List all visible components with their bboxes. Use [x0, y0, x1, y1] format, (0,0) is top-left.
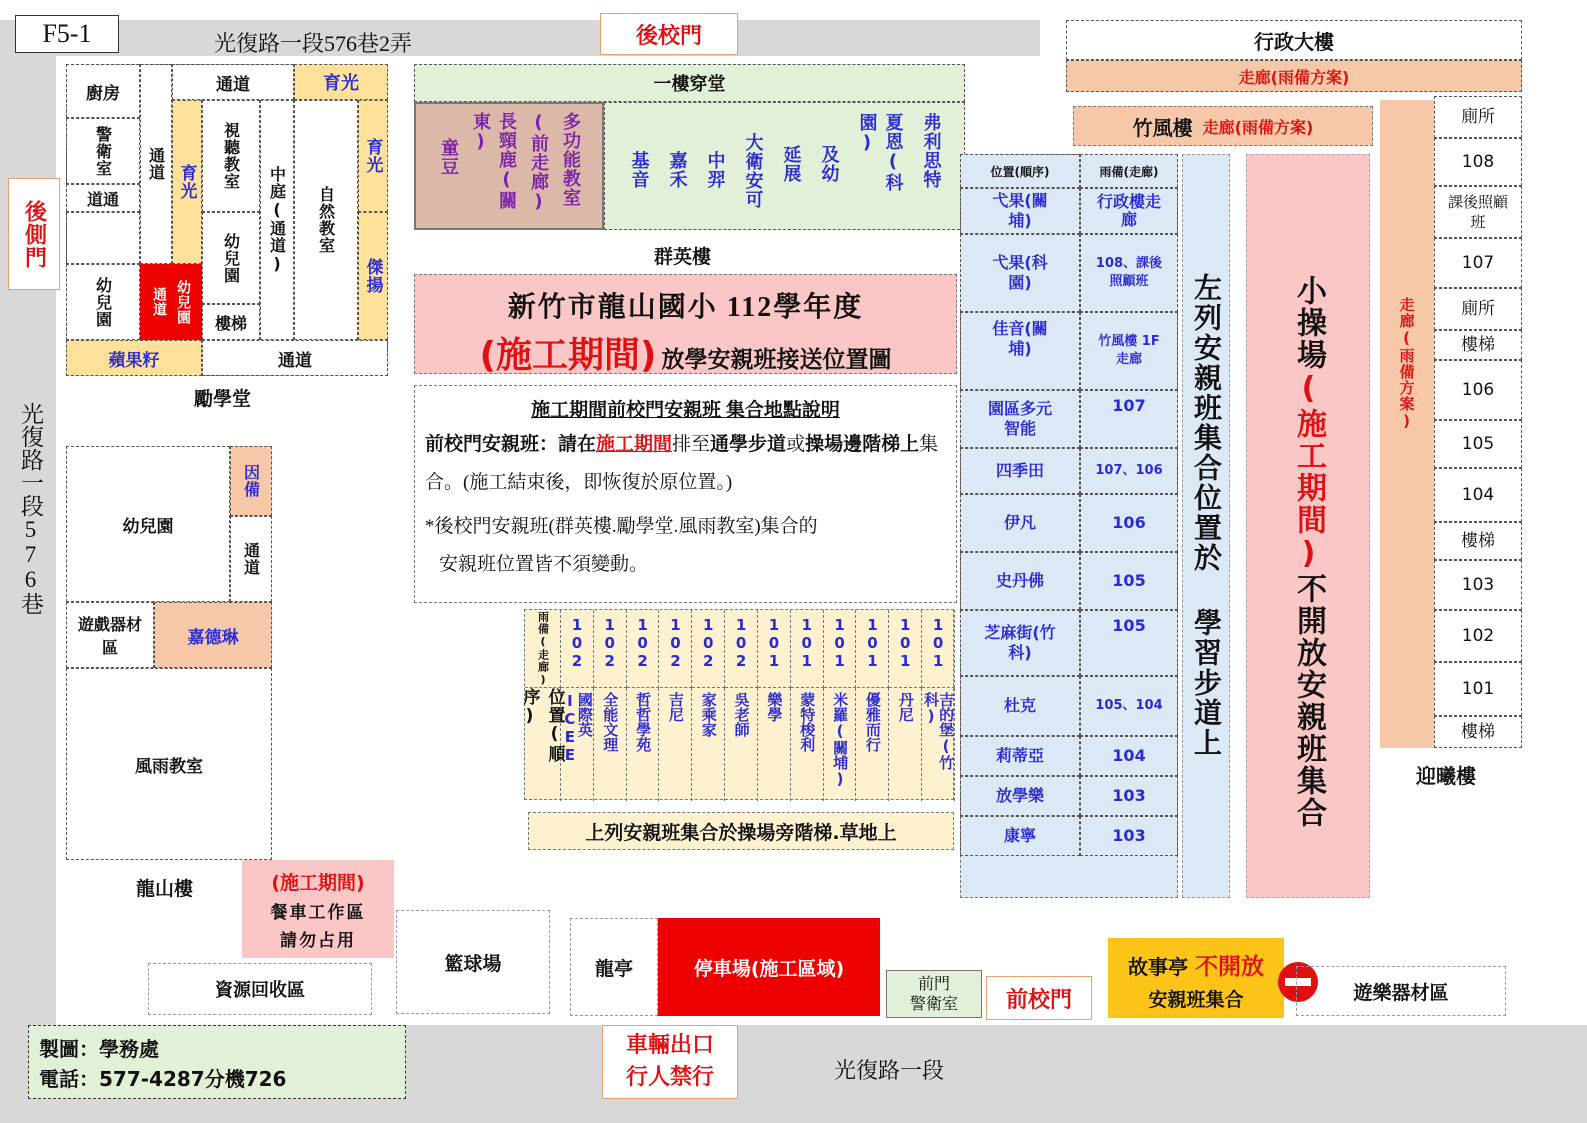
title-line2: [415, 327, 956, 378]
story-line1: [1108, 948, 1284, 981]
right-head-pos: 位置(順序): [960, 154, 1080, 188]
hall-green-0: 弗利思特: [920, 113, 942, 189]
notice-p1-red: 施工期間: [596, 434, 673, 455]
mid-rain-cell: [824, 610, 857, 688]
right-pos-cell: 園區多元智能: [960, 390, 1080, 448]
hall-brown-0: 多功能教室: [560, 112, 581, 207]
vehicle-exit: [602, 1025, 738, 1099]
mid-name-cell: [791, 688, 824, 801]
mid-rain-cell: [594, 610, 627, 688]
jiechang: 傑揚: [358, 212, 388, 340]
basketball-court: 籃球場: [396, 910, 550, 1014]
mid-name-cell: [660, 688, 693, 801]
mid-rain-value: 102: [600, 616, 619, 670]
food-truck-b: 餐車工作區: [270, 903, 366, 922]
mid-name-value: 家乘家: [699, 692, 718, 737]
right-pos-cell: 四季田: [960, 448, 1080, 494]
admin-corridor: 走廊(雨備方案): [1066, 60, 1522, 92]
mid-rain-cell: [857, 610, 890, 688]
hall-green-1: 夏恩(科園): [856, 113, 904, 192]
tongdao-lower: 通道: [230, 516, 272, 602]
stairs: 樓梯: [202, 304, 260, 340]
right-rain-cell: 103: [1080, 816, 1178, 856]
right-pos-cell: 放學樂: [960, 776, 1080, 816]
mid-name-cell: [692, 688, 725, 801]
mid-name-value: 全能文理: [601, 692, 620, 752]
right-rain-cell: 竹風樓 1F 走廊: [1080, 312, 1178, 390]
mid-rain-value: 101: [863, 616, 882, 670]
red-passage: 通道: [151, 287, 167, 317]
hall-brown-2: 長頸鹿(關東): [470, 112, 517, 210]
mid-name-cell: [889, 688, 922, 801]
hall-brown-3: 童豆: [438, 138, 459, 176]
lishue-hall-label: 勵學堂: [194, 388, 252, 410]
red-kinder: 幼兒園: [175, 279, 191, 325]
story-pavilion: [1108, 938, 1284, 1018]
recycle-area: 資源回收區: [148, 963, 372, 1015]
yingxi-room: 樓梯: [1434, 522, 1522, 560]
right-pos-cell: 杜克: [960, 676, 1080, 736]
right-pos-cell: 芝麻街(竹科): [960, 610, 1080, 676]
yingxi-room: 108: [1434, 138, 1522, 186]
food-truck-a: (施工期間): [271, 872, 365, 894]
credits: [28, 1025, 406, 1099]
mid-rain-cell: [889, 610, 922, 688]
mid-row1-label: [525, 610, 561, 688]
right-rain-cell: 105: [1080, 552, 1178, 610]
mid-rain-cell: [692, 610, 725, 688]
mid-name-cell: [627, 688, 660, 801]
courtyard: 中庭(通道): [260, 100, 294, 340]
hall-brown-1: (前走廊): [528, 112, 549, 213]
notice-p1-bold2: 操場: [805, 434, 844, 455]
right-rain-cell: 107、106: [1080, 448, 1178, 494]
hall-green-group: [604, 102, 965, 230]
yingxi-room: 101: [1434, 662, 1522, 716]
yingxi-room: 104: [1434, 468, 1522, 522]
mid-footer: [528, 812, 954, 850]
right-pos-cell: 弋果(科園): [960, 234, 1080, 312]
right-head-rain: 雨備(走廊): [1080, 154, 1178, 188]
notice-p1-b: 排至: [672, 434, 711, 455]
mid-rain-cell: [725, 610, 758, 688]
notice-p2: *後校門安親班(群英樓.勵學堂.風雨教室)集合的: [425, 516, 818, 537]
yingxi-label: 迎曦樓: [1416, 764, 1476, 788]
mid-rain-value: 102: [699, 616, 718, 670]
red-block: [140, 264, 202, 340]
right-rain-cell: 107: [1080, 390, 1178, 448]
playground-right: 遊樂器材區: [1296, 966, 1506, 1016]
mid-name-value: 蒙特梭利: [798, 692, 817, 752]
credits-maker: 製圖：學務處: [39, 1037, 159, 1061]
yingxi-room: 107: [1434, 238, 1522, 288]
mid-rain-value: 102: [567, 616, 586, 670]
notice-p1: [425, 426, 946, 502]
right-rain-cell: 104: [1080, 736, 1178, 776]
title-red: (施工期間): [479, 335, 657, 376]
apple-seed: 蘋果籽: [66, 340, 202, 376]
zhufeng-label: 竹風樓: [1132, 115, 1193, 140]
title-line1: 新竹市龍山國小 112學年度: [507, 292, 864, 323]
yingxi-room: 樓梯: [1434, 716, 1522, 748]
kinder-left: 幼兒園: [66, 264, 140, 340]
credits-phone: 電話：577-4287分機726: [39, 1067, 287, 1091]
story-gather: 安親班集合: [1148, 989, 1244, 1011]
mid-footer-a: 上列安親班集合於: [585, 821, 738, 844]
mid-footer-b: 操場旁階梯.草地上: [737, 821, 897, 844]
right-pos-cell: 佳音(關埔): [960, 312, 1080, 390]
zhufeng-corridor: 走廊(雨備方案): [1202, 117, 1314, 137]
parking-lot: 停車場(施工區域): [658, 918, 880, 1016]
small-playground-red: (施工期間): [1291, 371, 1326, 573]
road-bottom-label: 光復路一段: [834, 1058, 945, 1083]
hall-green-3: 延展: [780, 145, 802, 183]
right-rain-cell: 106: [1080, 494, 1178, 552]
mid-rain-cell: [627, 610, 660, 688]
mid-name-value: 國際英ICEE: [560, 692, 594, 764]
story-pavilion-label: 故事亭: [1128, 955, 1189, 979]
right-rain-cell: 108、課後照顧班: [1080, 234, 1178, 312]
notice-heading: 施工期間前校門安親班 集合地點說明: [531, 400, 840, 421]
mid-rain-value: 101: [929, 616, 948, 670]
yinbei: 因備: [230, 446, 272, 516]
food-truck-zone: [242, 860, 394, 958]
kinder-second: 幼兒園: [202, 212, 260, 304]
notice-p1-e: 集合。(施工結束後，即恢復於原位置。): [425, 434, 939, 493]
front-guard-label1: 前門: [917, 974, 950, 993]
mid-name-value: 吳老師: [732, 692, 751, 737]
mid-columns: [561, 610, 955, 801]
small-playground: [1246, 154, 1370, 898]
yingxi-room: 樓梯: [1434, 330, 1522, 360]
right-rain-cell: 行政樓走廊: [1080, 188, 1178, 234]
hall-green-4: 大衛安可: [742, 133, 764, 209]
road-top-lane: [0, 20, 1040, 56]
side-note-text: 左列安親班集合位置於 學習步道上: [1190, 273, 1223, 758]
mid-rain-value: 101: [896, 616, 915, 670]
notice-p1-bold1: 通學步道: [710, 434, 787, 455]
right-pos-cell: 伊凡: [960, 494, 1080, 552]
front-guard-label2: 警衛室: [909, 994, 958, 1013]
science-room: 自然教室: [294, 100, 358, 340]
small-playground-text: [1286, 275, 1330, 897]
mid-table: [519, 609, 956, 800]
mid-rain-cell: [922, 610, 955, 688]
yuguang-top: 育光: [294, 64, 388, 100]
small-playground-a: 小操場: [1291, 275, 1326, 371]
right-pos-cell: 史丹佛: [960, 552, 1080, 610]
hall-green-2: 及幼: [818, 145, 840, 183]
back-gate: 後校門: [600, 13, 738, 55]
mid-name-cell: [561, 688, 594, 801]
right-pos-cell: 康寧: [960, 816, 1080, 856]
hall-green-7: 基音: [628, 151, 650, 189]
notice-block: [414, 385, 957, 603]
mid-rain-value: 101: [797, 616, 816, 670]
notice-p1-a: 前校門安親班：請在: [425, 434, 597, 455]
zhufeng-building: [1073, 106, 1373, 146]
empty-cell: [66, 212, 140, 264]
mid-name-value: 米羅(關埔): [831, 692, 850, 788]
jiadelin: 嘉德琳: [154, 602, 272, 668]
pedestrians-no-label: 行人禁行: [625, 1065, 714, 1090]
mid-name-cell: [725, 688, 758, 801]
mid-name-cell: [857, 688, 890, 801]
small-playground-b: 不開放安親班集合: [1291, 573, 1326, 829]
mid-name-value: 吉尼: [666, 692, 685, 722]
mid-rain-cell: [660, 610, 693, 688]
yingxi-room: 103: [1434, 560, 1522, 610]
bottom-passage: 通道: [202, 340, 388, 376]
yingxi-corridor-text: 走廊(雨備方案): [1397, 297, 1416, 431]
front-guard-room: [886, 970, 982, 1018]
mid-name-cell: [594, 688, 627, 801]
mid-row1-label-text: 雨備(走廊): [536, 610, 550, 687]
story-not-open: 不開放: [1194, 954, 1264, 980]
map-code: F5-1: [15, 15, 119, 53]
first-floor-hall-title: 一樓穿堂: [414, 64, 965, 102]
vehicle-exit-label: 車輛出口: [625, 1033, 714, 1058]
title-rest: 放學安親班接送位置圖: [661, 347, 892, 372]
mid-rain-value: 102: [732, 616, 751, 670]
yingxi-room: 106: [1434, 360, 1522, 420]
notice-p1-d: 邊階梯上: [843, 434, 920, 455]
yingxi-room: 廁所: [1434, 96, 1522, 138]
playground-equip: 遊戲器材區: [66, 602, 154, 668]
top-passage: 通道: [172, 64, 294, 100]
front-gate: 前校門: [986, 976, 1092, 1020]
right-rain-cell: 103: [1080, 776, 1178, 816]
audio-room: 視聽教室: [202, 100, 260, 212]
mid-rain-value: 101: [764, 616, 783, 670]
mid-name-value: 丹尼: [896, 692, 915, 722]
hall-brown-group: [414, 102, 604, 230]
mid-name-value: 優雅而行: [863, 692, 882, 752]
yingxi-corridor: [1380, 100, 1434, 748]
kitchen: 廚房: [66, 64, 140, 118]
yuguang-right: 育光: [358, 100, 388, 212]
road-left-lane-label: 光復路一段576巷: [18, 402, 43, 615]
mid-name-cell: [824, 688, 857, 801]
mid-rain-cell: [791, 610, 824, 688]
mid-row2-label-text: 位置(順序): [519, 688, 565, 763]
back-side-gate: 後側門: [8, 178, 60, 290]
yuguang-vertical-left: 育光: [172, 100, 202, 264]
road-top-lane-label: 光復路一段576巷2弄: [214, 31, 413, 56]
yingxi-rooms: [1434, 96, 1522, 748]
qunying-label: 群英樓: [654, 246, 712, 268]
title-block: [414, 274, 957, 374]
right-pos-cell: 弋果(關埔): [960, 188, 1080, 234]
yingxi-room: 課後照顧班: [1434, 186, 1522, 238]
longshan-label: 龍山樓: [136, 878, 194, 900]
mid-name-value: 吉的堡(竹科): [922, 692, 956, 770]
mid-rain-cell: [561, 610, 594, 688]
mid-name-cell: [758, 688, 791, 801]
mid-name-value: 樂學: [765, 692, 784, 722]
mid-name-cell: [922, 688, 955, 801]
notice-p1-c: 或: [786, 434, 806, 455]
hall-green-6: 嘉禾: [666, 151, 688, 189]
right-pos-cell: 莉蒂亞: [960, 736, 1080, 776]
mid-rain-value: 102: [666, 616, 685, 670]
admin-building: 行政大樓: [1066, 20, 1522, 60]
mid-row2-label: [519, 688, 565, 801]
yingxi-room: 102: [1434, 610, 1522, 662]
passage-vertical: 通道: [140, 64, 172, 264]
guard-room-back: 警衛室: [66, 118, 140, 184]
right-rain-cell: 105、104: [1080, 676, 1178, 736]
longting: 龍亭: [570, 918, 658, 1016]
passage-small: 道通: [66, 184, 140, 212]
hall-green-5: 中羿: [704, 151, 726, 189]
right-rows: [960, 188, 1178, 898]
notice-p3: 安親班位置皆不須變動。: [439, 554, 649, 575]
side-note: [1182, 154, 1230, 898]
mid-rain-value: 101: [830, 616, 849, 670]
yingxi-room: 105: [1434, 420, 1522, 468]
food-truck-c: 請勿占用: [280, 931, 356, 950]
mid-rain-cell: [758, 610, 791, 688]
right-rain-cell: 105: [1080, 610, 1178, 676]
kindergarten-main: 幼兒園: [66, 446, 230, 602]
mid-name-value: 哲哲學苑: [634, 692, 653, 752]
rain-classroom: 風雨教室: [66, 668, 272, 860]
yingxi-room: 廁所: [1434, 288, 1522, 330]
mid-rain-value: 102: [633, 616, 652, 670]
